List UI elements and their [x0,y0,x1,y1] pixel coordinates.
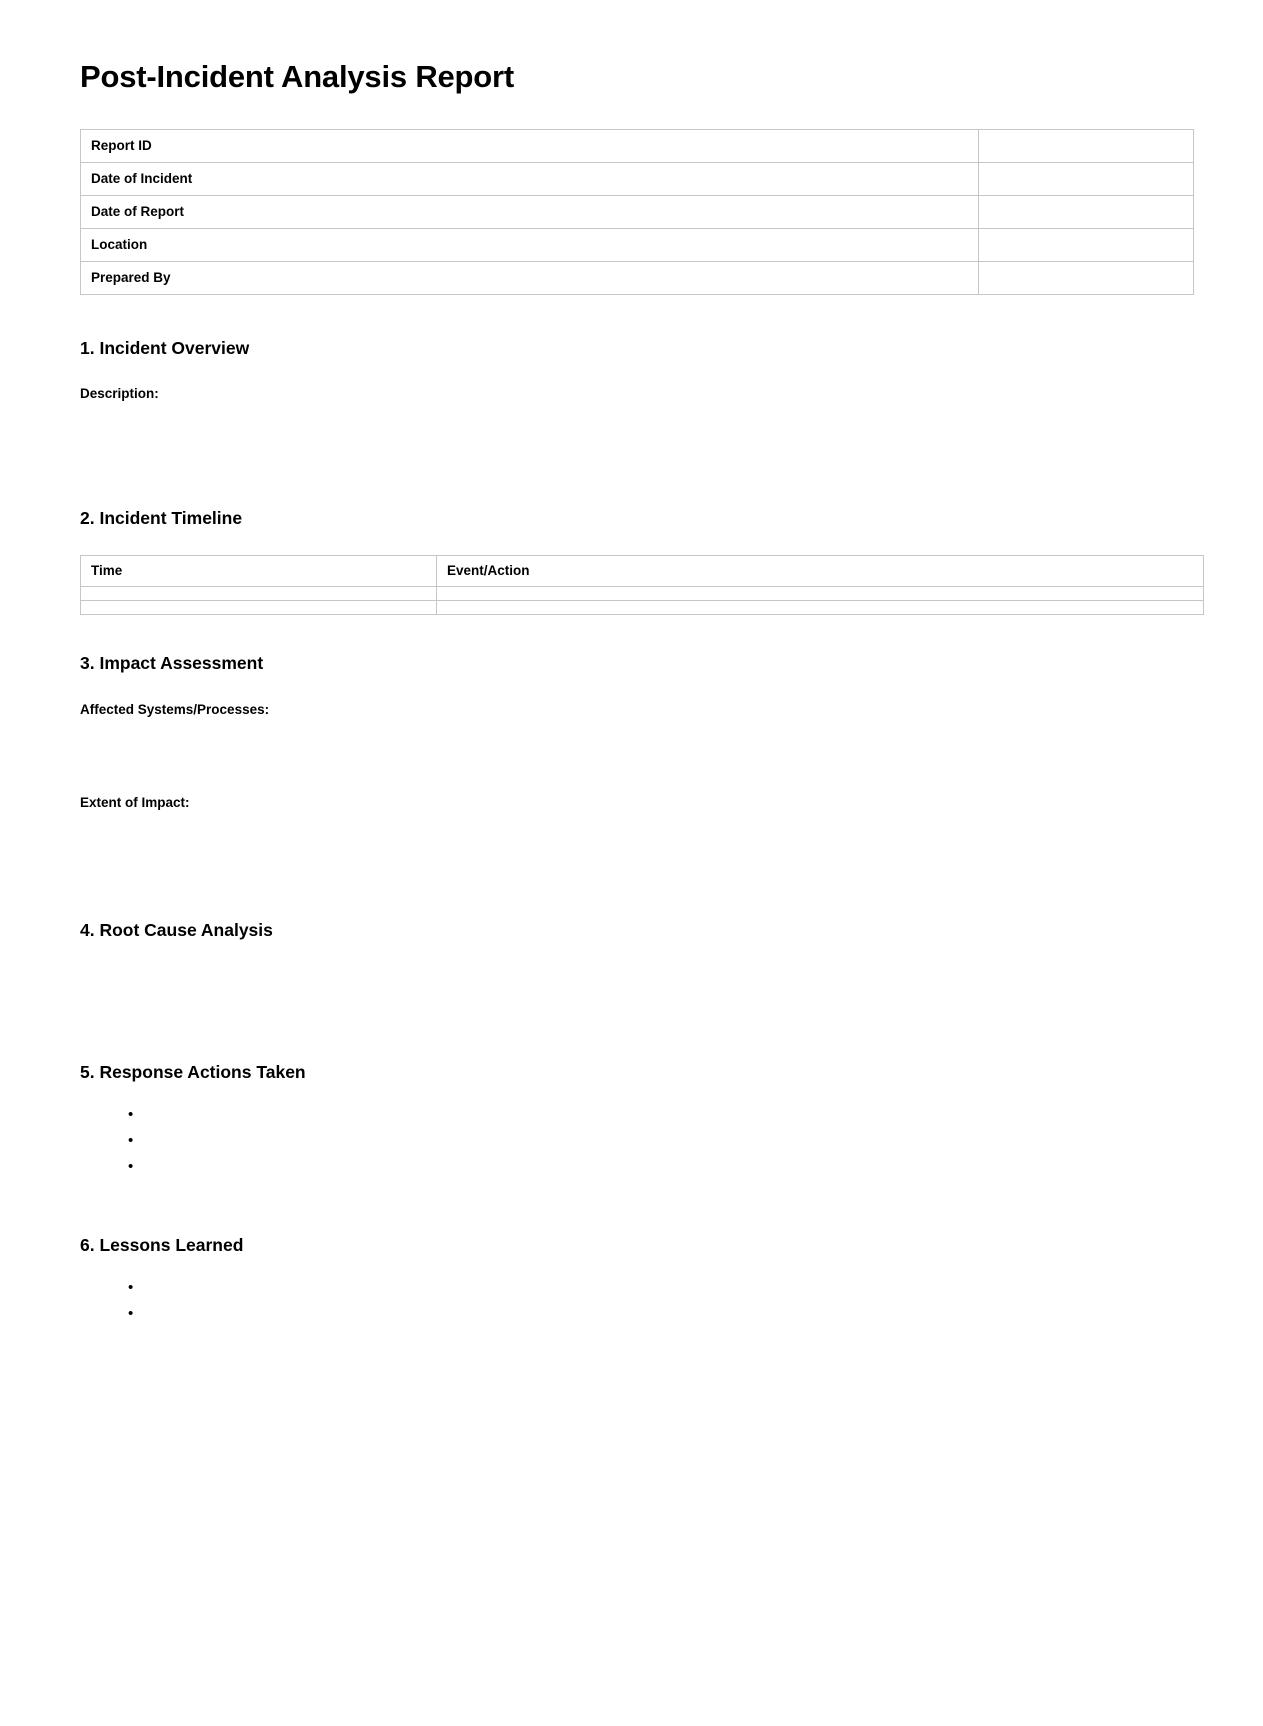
meta-value-location[interactable] [979,229,1194,262]
meta-value-report-id[interactable] [979,130,1194,163]
list-item[interactable] [80,1128,1183,1154]
meta-value-prepared-by[interactable] [979,262,1194,295]
section-heading-response-actions-taken: 5. Response Actions Taken [80,1062,306,1083]
list-item[interactable] [80,1102,1183,1128]
list-item[interactable] [80,1154,1183,1180]
meta-label-prepared-by: Prepared By [81,262,979,295]
report-metadata-table [80,129,1194,295]
field-value-description[interactable] [80,403,1183,465]
section-heading-incident-timeline: 2. Incident Timeline [80,507,243,528]
meta-label-date-of-report: Date of Report [81,196,979,229]
table-row [81,586,1204,600]
field-label-description: Description: [80,386,159,402]
section-heading-impact-assessment: 3. Impact Assessment [80,652,264,673]
field-value-root-cause-analysis[interactable] [80,942,1183,1004]
table-row [81,262,1194,295]
response-actions-list [80,1102,1183,1180]
document-content [80,0,1183,1327]
table-row [81,163,1194,196]
table-row [81,130,1194,163]
list-item[interactable] [80,1301,1183,1327]
cell-event-action[interactable] [437,600,1204,614]
table-row [81,229,1194,262]
meta-label-location: Location [81,229,979,262]
section-heading-root-cause-analysis: 4. Root Cause Analysis [80,920,273,941]
incident-timeline-table [80,555,1204,615]
lessons-learned-list [80,1275,1183,1327]
field-label-affected-systems: Affected Systems/Processes: [80,701,270,717]
table-row [81,196,1194,229]
page-title: Post-Incident Analysis Report [80,59,515,94]
cell-time[interactable] [81,600,437,614]
column-header-time: Time [81,555,437,586]
meta-value-date-of-incident[interactable] [979,163,1194,196]
meta-label-report-id: Report ID [81,130,979,163]
cell-event-action[interactable] [437,586,1204,600]
meta-value-date-of-report[interactable] [979,196,1194,229]
list-item[interactable] [80,1275,1183,1301]
column-header-event-action: Event/Action [437,555,1204,586]
field-value-extent-of-impact[interactable] [80,811,1183,873]
section-heading-lessons-learned: 6. Lessons Learned [80,1235,244,1256]
table-header-row [81,555,1204,586]
meta-label-date-of-incident: Date of Incident [81,163,979,196]
cell-time[interactable] [81,586,437,600]
field-value-affected-systems[interactable] [80,719,1183,759]
section-heading-incident-overview: 1. Incident Overview [80,338,250,359]
field-label-extent-of-impact: Extent of Impact: [80,794,190,810]
table-row [81,600,1204,614]
